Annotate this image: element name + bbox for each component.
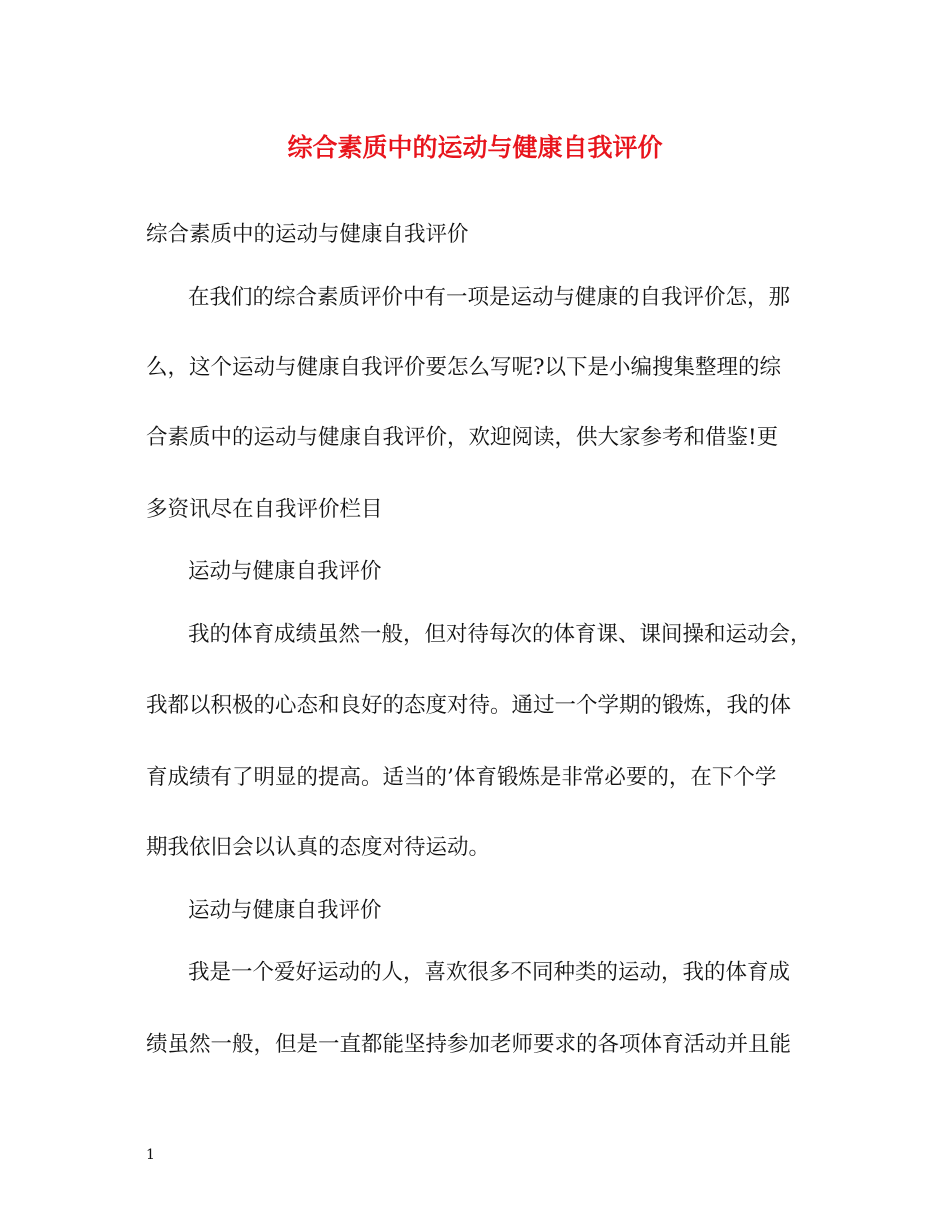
paragraph-2-line-2: 我都以积极的心态和良好的态度对待。通过一个学期的锻炼，我的体 xyxy=(146,693,792,718)
paragraph-3-line-1: 我是一个爱好运动的人，喜欢很多不同种类的运动，我的体育成 xyxy=(188,960,791,985)
paragraph-2-line-1: 我的体育成绩虽然一般，但对待每次的体育课、课间操和运动会， xyxy=(188,622,812,647)
paragraph-2-line-3: 育成绩有了明显的提高。适当的’体育锻炼是非常必要的，在下个学 xyxy=(146,765,777,790)
document-title: 综合素质中的运动与健康自我评价 xyxy=(287,133,663,162)
paragraph-3-line-2: 绩虽然一般，但是一直都能坚持参加老师要求的各项体育活动并且能 xyxy=(146,1032,792,1057)
section-heading-1: 运动与健康自我评价 xyxy=(188,559,382,584)
paragraph-2-line-4: 期我依旧会以认真的态度对待运动。 xyxy=(146,835,491,860)
paragraph-1-line-4: 多资讯尽在自我评价栏目 xyxy=(146,497,383,522)
paragraph-1-line-3: 合素质中的运动与健康自我评价，欢迎阅读，供大家参考和借鉴!更 xyxy=(146,425,779,450)
page-number: 1 xyxy=(146,1147,155,1163)
paragraph-1-line-2: 么，这个运动与健康自我评价要怎么写呢?以下是小编搜集整理的综 xyxy=(146,355,782,380)
section-heading-2: 运动与健康自我评价 xyxy=(188,898,382,923)
paragraph-1-line-1: 在我们的综合素质评价中有一项是运动与健康的自我评价怎，那 xyxy=(188,285,791,310)
subtitle-line: 综合素质中的运动与健康自我评价 xyxy=(146,222,469,247)
